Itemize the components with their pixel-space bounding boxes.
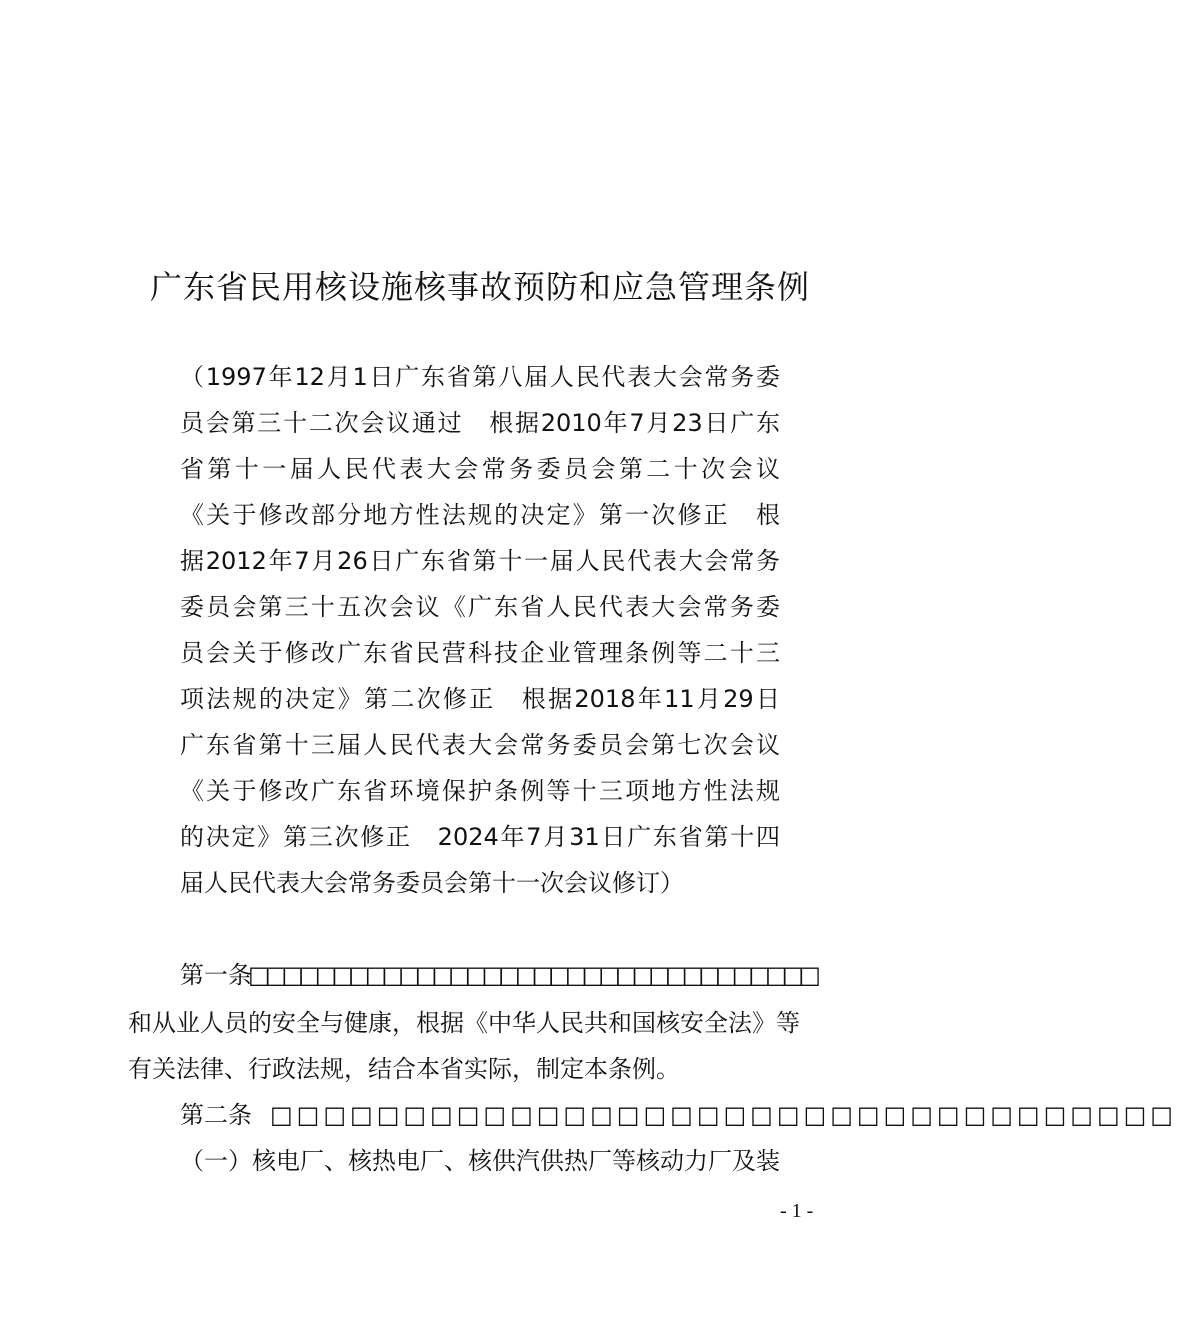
history-note-line: 员会第三十二次会议通过 根据2010年7月23日广东 [180, 409, 780, 437]
history-note-line: （1997年12月1日广东省第八届人民代表大会常务委 [180, 363, 780, 391]
document-title: 广东省民用核设施核事故预防和应急管理条例 [149, 268, 810, 306]
history-note-line: 据2012年7月26日广东省第十一届人民代表大会常务 [180, 547, 780, 575]
history-note-line: 委员会第三十五次会议《广东省人民代表大会常务委 [180, 593, 780, 621]
article-1-line: 和从业人员的安全与健康，根据《中华人民共和国核安全法》等 [128, 1009, 800, 1037]
page-number: - 1 - [780, 1200, 814, 1222]
history-note-line: 省第十一届人民代表大会常务委员会第二十次会议 [180, 455, 780, 483]
article-2-heading: 第二条 [180, 1101, 252, 1129]
article-1-heading: 第一条 [180, 961, 252, 989]
article-2-garbled-text: □□□□□□□□□□□□□□□□□□□□□□□□□□□□□□□□□□ [270, 1101, 1177, 1129]
history-note-line: 《关于修改部分地方性法规的决定》第一次修正 根 [180, 501, 780, 529]
history-note-line: 届人民代表大会常务委员会第十一次会议修订） [180, 869, 684, 897]
article-1-garbled-text: □□□□□□□□□□□□□□□□□□□□□□□□□□□□□□□□□□ [248, 961, 815, 989]
article-1-line: 有关法律、行政法规，结合本省实际，制定本条例。 [128, 1055, 680, 1083]
history-note-line: 的决定》第三次修正 2024年7月31日广东省第十四 [180, 823, 780, 851]
history-note-line: 项法规的决定》第二次修正 根据2018年11月29日 [180, 685, 780, 713]
article-2-item-1: （一）核电厂、核热电厂、核供汽供热厂等核动力厂及装 [180, 1147, 780, 1175]
history-note-line: 《关于修改广东省环境保护条例等十三项地方性法规 [180, 777, 780, 805]
history-note-line: 员会关于修改广东省民营科技企业管理条例等二十三 [180, 639, 780, 667]
history-note-line: 广东省第十三届人民代表大会常务委员会第七次会议 [180, 731, 780, 759]
